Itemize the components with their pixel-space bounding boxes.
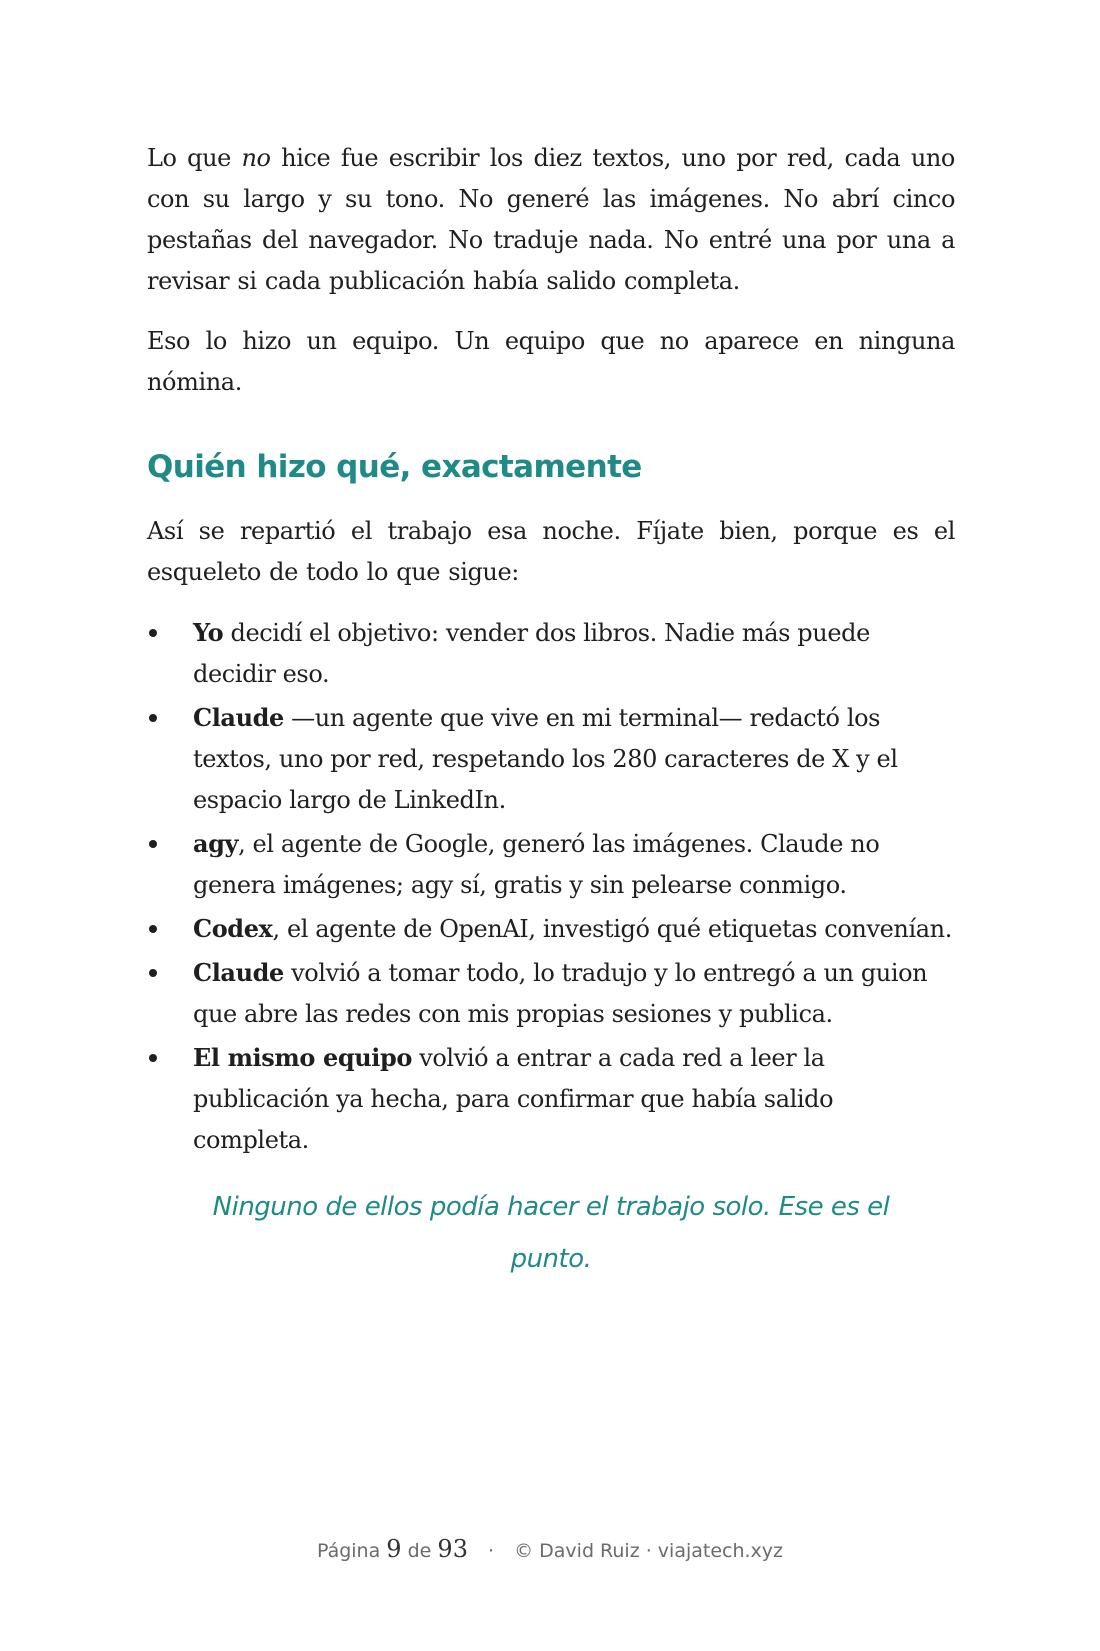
page-content <box>147 138 955 1285</box>
bullet-dot-icon <box>149 714 157 722</box>
paragraph-2: Eso lo hizo un equipo. Un equipo que no aparece en ninguna nómina. <box>147 327 955 396</box>
footer-separator: · <box>488 1540 495 1562</box>
paragraph-1-emphasis: no <box>241 144 271 172</box>
section-heading: Quién hizo qué, exactamente <box>147 449 642 485</box>
paragraph-1-start: Lo que <box>147 144 242 172</box>
bullet-dot-icon <box>149 925 157 933</box>
bullet-dot-icon <box>149 1054 157 1062</box>
page-footer <box>0 1535 1100 1563</box>
pull-quote: Ninguno de ellos podía hacer el trabajo solo. Ese es el punto. <box>212 1192 890 1274</box>
paragraph-1 <box>147 138 955 302</box>
footer-credit: © David Ruiz · viajatech.xyz <box>514 1540 784 1562</box>
list-item-bold: Claude <box>193 703 284 732</box>
list-item <box>147 908 955 950</box>
list-item-bold: Claude <box>193 958 284 987</box>
list-item-text: , el agente de OpenAI, investigó qué etiquetas convenían. <box>272 915 952 943</box>
list-item <box>147 823 955 906</box>
list-item-bold: El mismo equipo <box>193 1043 412 1072</box>
bullet-dot-icon <box>149 629 157 637</box>
paragraph-1-rest: hice fue escribir los diez textos, uno por red, cada uno con su largo y su tono. No generé las imágenes. No abrí cinco pestañas del navegador. No traduje nada. No entré una por una a revisar si cada publicación había salido completa. <box>147 144 955 295</box>
list-item <box>147 952 955 1035</box>
list-item-text: , el agente de Google, generó las imágenes. Claude no genera imágenes; agy sí, gratis y sin pelearse conmigo. <box>193 830 880 899</box>
list-item-text: —un agente que vive en mi terminal— redactó los textos, uno por red, respetando los 280 caracteres de X y el espacio largo de LinkedIn. <box>193 704 898 814</box>
total-pages: 93 <box>437 1535 468 1563</box>
page-number: 9 <box>386 1535 402 1563</box>
list-item-bold: Yo <box>193 618 224 647</box>
list-item-text: volvió a entrar a cada red a leer la publicación ya hecha, para confirmar que había salido completa. <box>193 1044 834 1154</box>
page-label: Página <box>316 1540 381 1562</box>
list-item-text: decidí el objetivo: vender dos libros. Nadie más puede decidir eso. <box>193 619 870 688</box>
list-item-bold: agy <box>193 829 239 858</box>
bullet-dot-icon <box>149 840 157 848</box>
of-label: de <box>407 1540 432 1562</box>
list-item <box>147 697 955 821</box>
list-item <box>147 612 955 695</box>
list-item <box>147 1037 955 1161</box>
list-item-text: volvió a tomar todo, lo tradujo y lo entregó a un guion que abre las redes con mis propias sesiones y publica. <box>193 959 928 1028</box>
section-intro: Así se repartió el trabajo esa noche. Fíjate bien, porque es el esqueleto de todo lo que sigue: <box>147 517 955 586</box>
list-item-bold: Codex <box>193 914 273 943</box>
bullet-list <box>147 612 955 1161</box>
bullet-dot-icon <box>149 969 157 977</box>
